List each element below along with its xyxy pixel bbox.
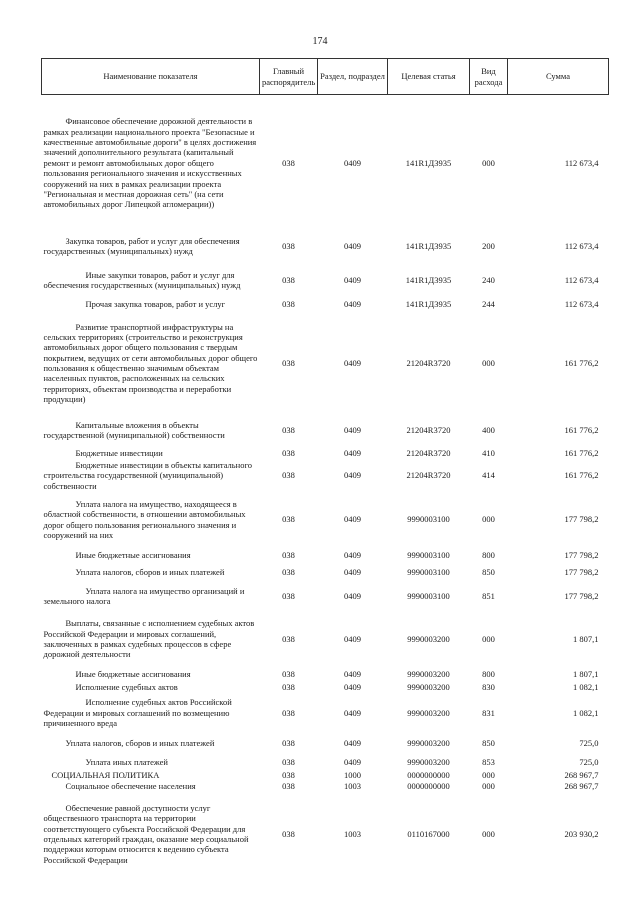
table-row bbox=[42, 99, 609, 227]
row-kind: 400 bbox=[482, 424, 495, 435]
row-article: 141R1Д3935 bbox=[405, 274, 452, 285]
row-section: 0409 bbox=[344, 756, 361, 767]
row-section: 1000 bbox=[344, 770, 361, 781]
row-admin: 038 bbox=[282, 514, 295, 525]
table-row bbox=[42, 413, 609, 447]
row-kind: 244 bbox=[482, 298, 495, 309]
table-row bbox=[42, 781, 609, 792]
table-row bbox=[42, 492, 609, 547]
row-sum: 1 807,1 bbox=[573, 668, 599, 679]
row-kind: 200 bbox=[482, 240, 495, 251]
row-article: 9990003200 bbox=[407, 668, 450, 679]
row-name: Развитие транспортной инфраструктуры на сельских территориях (строительство и реконструкция автомобильных дорог общего пользования с твердым покрытием, ведущих от сети автомобильных дорог общего пользования к общественно значимым объектам населенных пунктов, расположенных на сельских территориях, объектам производства и переработки продукции) bbox=[43, 321, 258, 405]
row-name: Уплата иных платежей bbox=[85, 756, 168, 767]
row-kind: 851 bbox=[482, 590, 495, 601]
row-admin: 038 bbox=[282, 668, 295, 679]
row-section: 0409 bbox=[344, 668, 361, 679]
row-kind: 850 bbox=[482, 737, 495, 748]
table-row bbox=[42, 667, 609, 681]
row-article: 0000000000 bbox=[407, 770, 450, 781]
row-admin: 038 bbox=[282, 781, 295, 792]
table-row bbox=[42, 459, 609, 492]
row-kind: 240 bbox=[482, 274, 495, 285]
row-article: 0000000000 bbox=[407, 781, 450, 792]
row-article: 21204R3720 bbox=[406, 357, 451, 368]
row-name: Бюджетные инвестиции в объекты капитального строительства государственной (муниципальной) собственности bbox=[43, 459, 252, 491]
row-sum: 161 776,2 bbox=[564, 357, 599, 368]
table-row bbox=[42, 732, 609, 754]
row-kind: 000 bbox=[482, 633, 495, 644]
row-article: 21204R3720 bbox=[406, 447, 451, 458]
row-sum: 203 930,2 bbox=[564, 828, 599, 839]
row-sum: 112 673,4 bbox=[564, 157, 599, 168]
row-admin: 038 bbox=[282, 424, 295, 435]
row-article: 9990003200 bbox=[407, 707, 450, 718]
row-sum: 268 967,7 bbox=[564, 781, 599, 792]
table-row bbox=[42, 227, 609, 265]
row-admin: 038 bbox=[282, 633, 295, 644]
row-section: 0409 bbox=[344, 550, 361, 561]
row-name: Исполнение судебных актов Российской Федерации и мировых соглашений по возмещению причиненного вреда bbox=[43, 697, 232, 729]
row-article: 9990003200 bbox=[407, 682, 450, 693]
row-admin: 038 bbox=[282, 550, 295, 561]
row-section: 0409 bbox=[344, 567, 361, 578]
row-admin: 038 bbox=[282, 567, 295, 578]
row-kind: 000 bbox=[482, 781, 495, 792]
row-article: 9990003100 bbox=[407, 550, 450, 561]
table-row bbox=[42, 447, 609, 459]
row-sum: 161 776,2 bbox=[564, 447, 599, 458]
row-kind: 831 bbox=[482, 707, 495, 718]
row-sum: 112 673,4 bbox=[564, 240, 599, 251]
table-row bbox=[42, 564, 609, 581]
row-name: Финансовое обеспечение дорожной деятельности в рамках реализации национального проекта "Безопасные и качественные автомобильные дороги" в целях достижения значений дополнительного результата (капитальный ремонт и ремонт автомобильных дорог общего пользования регионального значения и искусственных сооружений на них в рамках реализации проекта "Региональная и местная дорожная сеть" (на сети автомобильных дорог Липецкой агломерации)) bbox=[43, 116, 257, 210]
table-row bbox=[42, 295, 609, 313]
row-kind: 000 bbox=[482, 357, 495, 368]
row-name: Прочая закупка товаров, работ и услуг bbox=[85, 298, 226, 309]
row-section: 0409 bbox=[344, 514, 361, 525]
row-section: 0409 bbox=[344, 737, 361, 748]
row-sum: 112 673,4 bbox=[564, 298, 599, 309]
row-section: 0409 bbox=[344, 470, 361, 481]
row-name: Социальное обеспечение населения bbox=[65, 781, 196, 792]
table-row bbox=[42, 694, 609, 732]
row-section: 1003 bbox=[344, 781, 361, 792]
row-sum: 177 798,2 bbox=[564, 514, 599, 525]
row-name: Уплата налога на имущество организаций и земельного налога bbox=[43, 585, 245, 606]
row-sum: 268 967,7 bbox=[564, 770, 599, 781]
row-section: 1003 bbox=[344, 828, 361, 839]
row-kind: 800 bbox=[482, 550, 495, 561]
row-article: 9990003100 bbox=[407, 590, 450, 601]
column-header-sum: Сумма bbox=[508, 59, 609, 95]
row-kind: 830 bbox=[482, 682, 495, 693]
table-row bbox=[42, 611, 609, 667]
row-admin: 038 bbox=[282, 274, 295, 285]
table-row bbox=[42, 313, 609, 413]
row-admin: 038 bbox=[282, 770, 295, 781]
row-section: 0409 bbox=[344, 298, 361, 309]
row-kind: 414 bbox=[482, 470, 495, 481]
row-name: Выплаты, связанные с исполнением судебных актов Российской Федерации и мировых соглашений, заключенных в рамках судебных процессов в сфере дорожной деятельности bbox=[43, 618, 255, 660]
row-section: 0409 bbox=[344, 240, 361, 251]
row-kind: 000 bbox=[482, 514, 495, 525]
row-admin: 038 bbox=[282, 682, 295, 693]
row-name: Обеспечение равной доступности услуг общественного транспорта на территории соответствующего субъекта Российской Федерации для отдельных категорий граждан, оказание мер социальной поддержки которым относится к ведению субъекта Российской Федерации bbox=[43, 802, 249, 865]
row-sum: 161 776,2 bbox=[564, 470, 599, 481]
table-row bbox=[42, 681, 609, 694]
row-section: 0409 bbox=[344, 424, 361, 435]
row-admin: 038 bbox=[282, 240, 295, 251]
row-article: 9990003200 bbox=[407, 737, 450, 748]
row-article: 9990003200 bbox=[407, 633, 450, 644]
table-row bbox=[42, 581, 609, 611]
row-section: 0409 bbox=[344, 707, 361, 718]
row-article: 9990003100 bbox=[407, 514, 450, 525]
row-name: Иные закупки товаров, работ и услуг для обеспечения государственных (муниципальных) нужд bbox=[43, 269, 241, 290]
row-sum: 177 798,2 bbox=[564, 590, 599, 601]
row-admin: 038 bbox=[282, 707, 295, 718]
row-admin: 038 bbox=[282, 590, 295, 601]
row-article: 141R1Д3935 bbox=[405, 157, 452, 168]
table-row bbox=[42, 547, 609, 564]
row-admin: 038 bbox=[282, 357, 295, 368]
column-header-kind: Вид расхода bbox=[470, 59, 508, 95]
row-name: Закупка товаров, работ и услуг для обеспечения государственных (муниципальных) нужд bbox=[43, 235, 240, 256]
column-header-article: Целевая статья bbox=[388, 59, 470, 95]
row-sum: 177 798,2 bbox=[564, 550, 599, 561]
row-sum: 725,0 bbox=[579, 737, 599, 748]
row-name: Капитальные вложения в объекты государственной (муниципальной) собственности bbox=[43, 419, 225, 440]
row-admin: 038 bbox=[282, 447, 295, 458]
row-admin: 038 bbox=[282, 737, 295, 748]
row-admin: 038 bbox=[282, 298, 295, 309]
budget-table bbox=[41, 58, 609, 876]
table-row bbox=[42, 754, 609, 770]
row-name: СОЦИАЛЬНАЯ ПОЛИТИКА bbox=[51, 770, 160, 781]
row-article: 21204R3720 bbox=[406, 470, 451, 481]
row-kind: 853 bbox=[482, 756, 495, 767]
row-article: 141R1Д3935 bbox=[405, 240, 452, 251]
column-header-admin: Главный распорядитель bbox=[260, 59, 318, 95]
row-admin: 038 bbox=[282, 157, 295, 168]
row-admin: 038 bbox=[282, 756, 295, 767]
row-article: 9990003100 bbox=[407, 567, 450, 578]
row-name: Бюджетные инвестиции bbox=[75, 447, 163, 458]
row-name: Уплата налога на имущество, находящееся в областной собственности, в отношении автомобильных дорог общего пользования регионального значения и сооружений на них bbox=[43, 498, 246, 540]
table-header-row bbox=[42, 59, 609, 95]
row-section: 0409 bbox=[344, 682, 361, 693]
page-number: 174 bbox=[312, 36, 328, 47]
row-section: 0409 bbox=[344, 633, 361, 644]
row-article: 141R1Д3935 bbox=[405, 298, 452, 309]
row-name: Иные бюджетные ассигнования bbox=[75, 550, 191, 561]
row-name: Исполнение судебных актов bbox=[75, 682, 178, 693]
row-sum: 725,0 bbox=[579, 756, 599, 767]
row-sum: 177 798,2 bbox=[564, 567, 599, 578]
row-article: 9990003200 bbox=[407, 756, 450, 767]
row-kind: 800 bbox=[482, 668, 495, 679]
row-kind: 410 bbox=[482, 447, 495, 458]
row-sum: 1 082,1 bbox=[573, 682, 599, 693]
row-admin: 038 bbox=[282, 470, 295, 481]
row-section: 0409 bbox=[344, 274, 361, 285]
table-row bbox=[42, 265, 609, 295]
row-name: Иные бюджетные ассигнования bbox=[75, 668, 191, 679]
row-section: 0409 bbox=[344, 447, 361, 458]
row-kind: 850 bbox=[482, 567, 495, 578]
row-section: 0409 bbox=[344, 357, 361, 368]
column-header-name: Наименование показателя bbox=[42, 59, 260, 95]
row-sum: 1 082,1 bbox=[573, 707, 599, 718]
row-sum: 112 673,4 bbox=[564, 274, 599, 285]
row-kind: 000 bbox=[482, 828, 495, 839]
row-sum: 1 807,1 bbox=[573, 633, 599, 644]
row-name: Уплата налогов, сборов и иных платежей bbox=[75, 567, 225, 578]
column-header-section: Раздел, подраздел bbox=[318, 59, 388, 95]
row-admin: 038 bbox=[282, 828, 295, 839]
table-row bbox=[42, 770, 609, 781]
row-sum: 161 776,2 bbox=[564, 424, 599, 435]
row-section: 0409 bbox=[344, 590, 361, 601]
row-kind: 000 bbox=[482, 157, 495, 168]
row-article: 0110167000 bbox=[407, 828, 450, 839]
row-section: 0409 bbox=[344, 157, 361, 168]
table-row bbox=[42, 792, 609, 876]
row-article: 21204R3720 bbox=[406, 424, 451, 435]
row-name: Уплата налогов, сборов и иных платежей bbox=[65, 737, 215, 748]
row-kind: 000 bbox=[482, 770, 495, 781]
